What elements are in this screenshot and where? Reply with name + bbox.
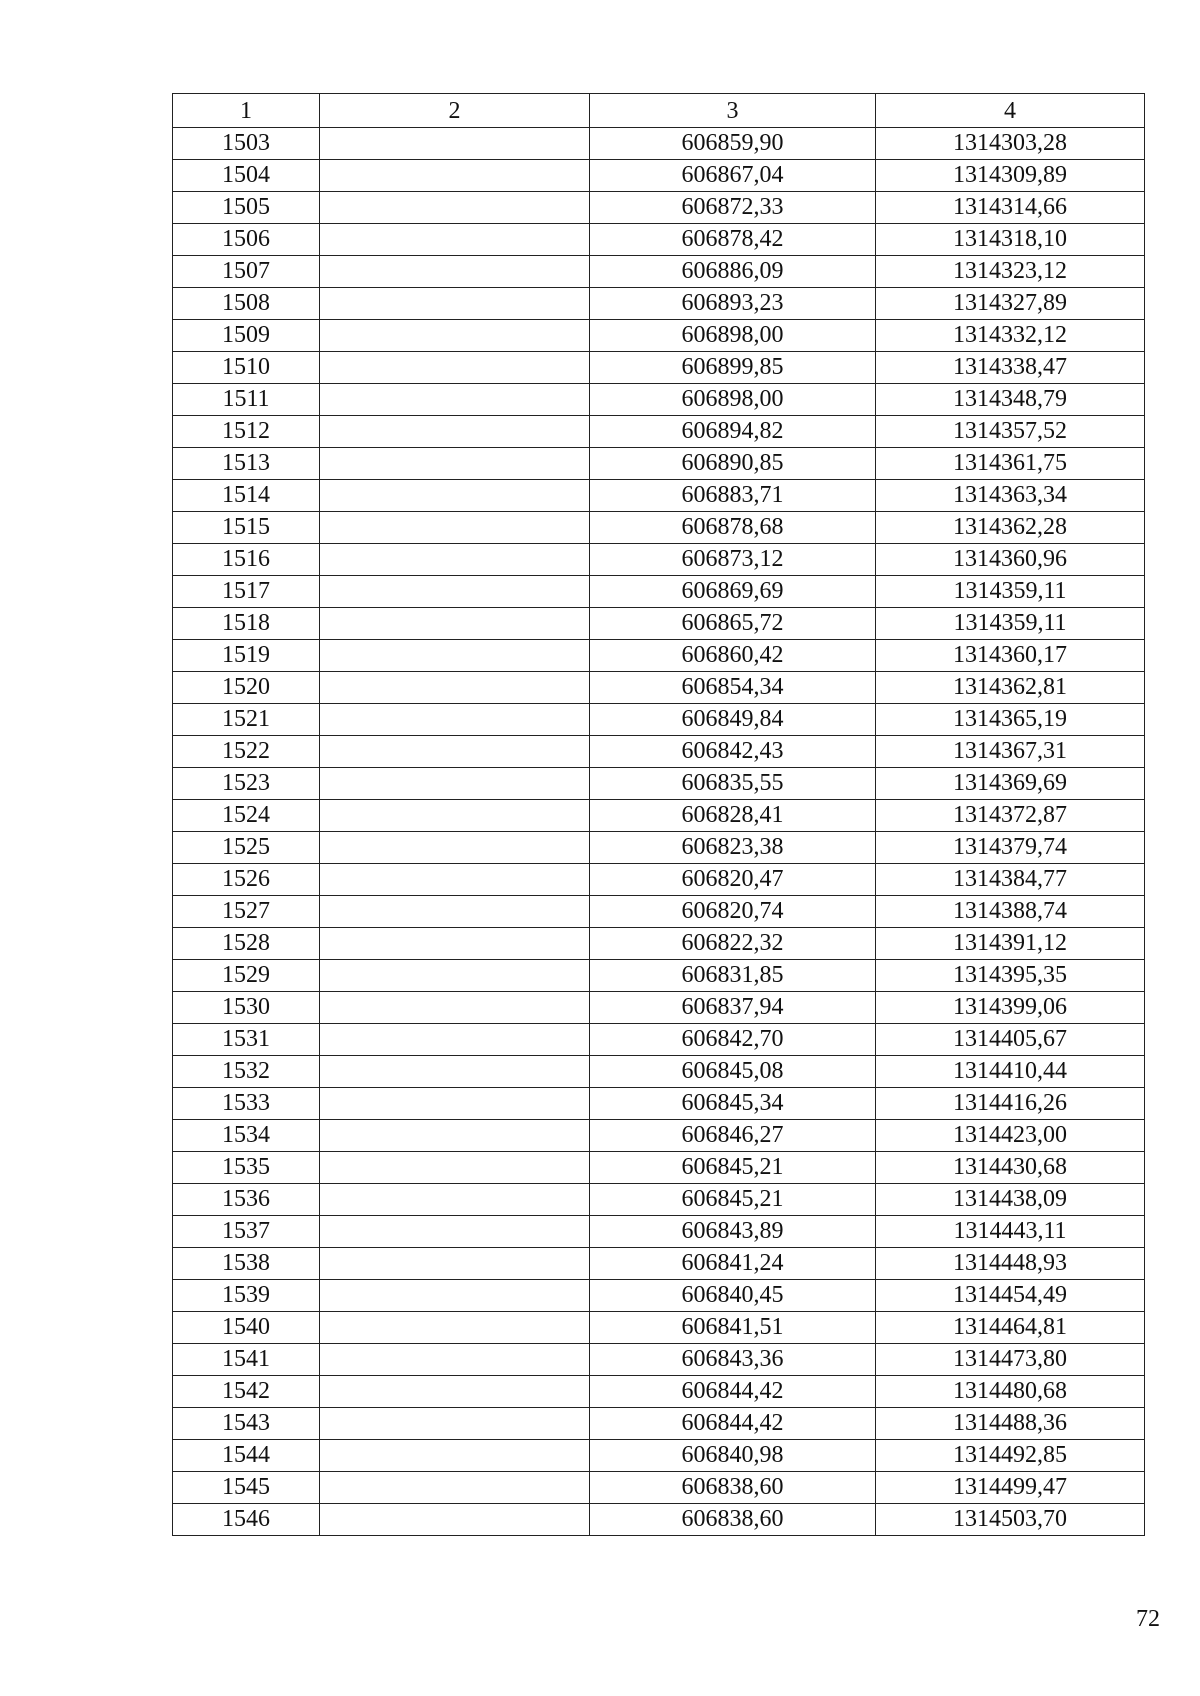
table-row xyxy=(173,288,1145,320)
table-row xyxy=(173,128,1145,160)
x-coordinate-cell: 606878,68 xyxy=(590,512,876,544)
x-coordinate-cell: 606859,90 xyxy=(590,128,876,160)
point-number-cell: 1518 xyxy=(173,608,320,640)
y-coordinate-cell: 1314410,44 xyxy=(876,1056,1145,1088)
y-coordinate-cell: 1314384,77 xyxy=(876,864,1145,896)
column-header-4: 4 xyxy=(876,94,1145,128)
x-coordinate-cell: 606840,98 xyxy=(590,1440,876,1472)
x-coordinate-cell: 606846,27 xyxy=(590,1120,876,1152)
y-coordinate-cell: 1314318,10 xyxy=(876,224,1145,256)
point-number-cell: 1519 xyxy=(173,640,320,672)
description-cell xyxy=(320,864,590,896)
table-row xyxy=(173,1504,1145,1536)
x-coordinate-cell: 606820,47 xyxy=(590,864,876,896)
x-coordinate-cell: 606837,94 xyxy=(590,992,876,1024)
x-coordinate-cell: 606822,32 xyxy=(590,928,876,960)
x-coordinate-cell: 606890,85 xyxy=(590,448,876,480)
table-header-row xyxy=(173,94,1145,128)
y-coordinate-cell: 1314492,85 xyxy=(876,1440,1145,1472)
point-number-cell: 1516 xyxy=(173,544,320,576)
description-cell xyxy=(320,576,590,608)
x-coordinate-cell: 606842,70 xyxy=(590,1024,876,1056)
description-cell xyxy=(320,480,590,512)
description-cell xyxy=(320,256,590,288)
y-coordinate-cell: 1314499,47 xyxy=(876,1472,1145,1504)
point-number-cell: 1520 xyxy=(173,672,320,704)
y-coordinate-cell: 1314405,67 xyxy=(876,1024,1145,1056)
y-coordinate-cell: 1314362,81 xyxy=(876,672,1145,704)
table-row xyxy=(173,608,1145,640)
description-cell xyxy=(320,640,590,672)
table-row xyxy=(173,960,1145,992)
y-coordinate-cell: 1314454,49 xyxy=(876,1280,1145,1312)
x-coordinate-cell: 606841,24 xyxy=(590,1248,876,1280)
point-number-cell: 1528 xyxy=(173,928,320,960)
x-coordinate-cell: 606854,34 xyxy=(590,672,876,704)
x-coordinate-cell: 606894,82 xyxy=(590,416,876,448)
description-cell xyxy=(320,416,590,448)
point-number-cell: 1507 xyxy=(173,256,320,288)
table-row xyxy=(173,704,1145,736)
table-row xyxy=(173,640,1145,672)
x-coordinate-cell: 606898,00 xyxy=(590,384,876,416)
y-coordinate-cell: 1314399,06 xyxy=(876,992,1145,1024)
y-coordinate-cell: 1314379,74 xyxy=(876,832,1145,864)
description-cell xyxy=(320,448,590,480)
y-coordinate-cell: 1314443,11 xyxy=(876,1216,1145,1248)
description-cell xyxy=(320,1056,590,1088)
y-coordinate-cell: 1314488,36 xyxy=(876,1408,1145,1440)
table-row xyxy=(173,320,1145,352)
table-row xyxy=(173,448,1145,480)
x-coordinate-cell: 606899,85 xyxy=(590,352,876,384)
table-row xyxy=(173,1088,1145,1120)
description-cell xyxy=(320,1088,590,1120)
x-coordinate-cell: 606865,72 xyxy=(590,608,876,640)
description-cell xyxy=(320,1312,590,1344)
point-number-cell: 1535 xyxy=(173,1152,320,1184)
table-row xyxy=(173,1312,1145,1344)
y-coordinate-cell: 1314338,47 xyxy=(876,352,1145,384)
point-number-cell: 1517 xyxy=(173,576,320,608)
y-coordinate-cell: 1314365,19 xyxy=(876,704,1145,736)
table-row xyxy=(173,736,1145,768)
description-cell xyxy=(320,512,590,544)
x-coordinate-cell: 606831,85 xyxy=(590,960,876,992)
x-coordinate-cell: 606845,21 xyxy=(590,1184,876,1216)
description-cell xyxy=(320,384,590,416)
table-row xyxy=(173,160,1145,192)
y-coordinate-cell: 1314332,12 xyxy=(876,320,1145,352)
table-row xyxy=(173,832,1145,864)
table-row xyxy=(173,512,1145,544)
point-number-cell: 1536 xyxy=(173,1184,320,1216)
table-row xyxy=(173,1216,1145,1248)
x-coordinate-cell: 606844,42 xyxy=(590,1408,876,1440)
y-coordinate-cell: 1314361,75 xyxy=(876,448,1145,480)
y-coordinate-cell: 1314430,68 xyxy=(876,1152,1145,1184)
point-number-cell: 1509 xyxy=(173,320,320,352)
x-coordinate-cell: 606845,08 xyxy=(590,1056,876,1088)
x-coordinate-cell: 606873,12 xyxy=(590,544,876,576)
x-coordinate-cell: 606843,36 xyxy=(590,1344,876,1376)
description-cell xyxy=(320,1408,590,1440)
point-number-cell: 1537 xyxy=(173,1216,320,1248)
x-coordinate-cell: 606883,71 xyxy=(590,480,876,512)
point-number-cell: 1526 xyxy=(173,864,320,896)
point-number-cell: 1512 xyxy=(173,416,320,448)
y-coordinate-cell: 1314360,96 xyxy=(876,544,1145,576)
point-number-cell: 1508 xyxy=(173,288,320,320)
description-cell xyxy=(320,224,590,256)
x-coordinate-cell: 606843,89 xyxy=(590,1216,876,1248)
point-number-cell: 1529 xyxy=(173,960,320,992)
description-cell xyxy=(320,1280,590,1312)
y-coordinate-cell: 1314372,87 xyxy=(876,800,1145,832)
point-number-cell: 1541 xyxy=(173,1344,320,1376)
description-cell xyxy=(320,992,590,1024)
y-coordinate-cell: 1314416,26 xyxy=(876,1088,1145,1120)
table-row xyxy=(173,1056,1145,1088)
y-coordinate-cell: 1314438,09 xyxy=(876,1184,1145,1216)
point-number-cell: 1533 xyxy=(173,1088,320,1120)
table-row xyxy=(173,416,1145,448)
point-number-cell: 1515 xyxy=(173,512,320,544)
table-row xyxy=(173,1184,1145,1216)
y-coordinate-cell: 1314448,93 xyxy=(876,1248,1145,1280)
point-number-cell: 1544 xyxy=(173,1440,320,1472)
point-number-cell: 1503 xyxy=(173,128,320,160)
table-row xyxy=(173,1344,1145,1376)
description-cell xyxy=(320,160,590,192)
table-row xyxy=(173,928,1145,960)
x-coordinate-cell: 606869,69 xyxy=(590,576,876,608)
description-cell xyxy=(320,800,590,832)
description-cell xyxy=(320,128,590,160)
x-coordinate-cell: 606844,42 xyxy=(590,1376,876,1408)
x-coordinate-cell: 606845,34 xyxy=(590,1088,876,1120)
description-cell xyxy=(320,1472,590,1504)
description-cell xyxy=(320,1216,590,1248)
x-coordinate-cell: 606886,09 xyxy=(590,256,876,288)
x-coordinate-cell: 606820,74 xyxy=(590,896,876,928)
table-row xyxy=(173,256,1145,288)
y-coordinate-cell: 1314480,68 xyxy=(876,1376,1145,1408)
point-number-cell: 1524 xyxy=(173,800,320,832)
point-number-cell: 1540 xyxy=(173,1312,320,1344)
description-cell xyxy=(320,608,590,640)
point-number-cell: 1531 xyxy=(173,1024,320,1056)
point-number-cell: 1546 xyxy=(173,1504,320,1536)
y-coordinate-cell: 1314359,11 xyxy=(876,576,1145,608)
point-number-cell: 1510 xyxy=(173,352,320,384)
description-cell xyxy=(320,1344,590,1376)
table-body xyxy=(173,128,1145,1536)
description-cell xyxy=(320,960,590,992)
table-row xyxy=(173,224,1145,256)
point-number-cell: 1506 xyxy=(173,224,320,256)
y-coordinate-cell: 1314369,69 xyxy=(876,768,1145,800)
description-cell xyxy=(320,672,590,704)
column-header-1: 1 xyxy=(173,94,320,128)
column-header-2: 2 xyxy=(320,94,590,128)
table-row xyxy=(173,992,1145,1024)
x-coordinate-cell: 606845,21 xyxy=(590,1152,876,1184)
point-number-cell: 1525 xyxy=(173,832,320,864)
table-row xyxy=(173,576,1145,608)
point-number-cell: 1545 xyxy=(173,1472,320,1504)
y-coordinate-cell: 1314309,89 xyxy=(876,160,1145,192)
description-cell xyxy=(320,288,590,320)
y-coordinate-cell: 1314395,35 xyxy=(876,960,1145,992)
coordinates-table xyxy=(172,93,1145,1536)
description-cell xyxy=(320,1024,590,1056)
table-row xyxy=(173,1376,1145,1408)
x-coordinate-cell: 606849,84 xyxy=(590,704,876,736)
x-coordinate-cell: 606898,00 xyxy=(590,320,876,352)
table-row xyxy=(173,384,1145,416)
x-coordinate-cell: 606835,55 xyxy=(590,768,876,800)
table-row xyxy=(173,544,1145,576)
y-coordinate-cell: 1314388,74 xyxy=(876,896,1145,928)
point-number-cell: 1543 xyxy=(173,1408,320,1440)
description-cell xyxy=(320,1184,590,1216)
x-coordinate-cell: 606838,60 xyxy=(590,1472,876,1504)
table-row xyxy=(173,1280,1145,1312)
y-coordinate-cell: 1314314,66 xyxy=(876,192,1145,224)
description-cell xyxy=(320,1504,590,1536)
description-cell xyxy=(320,928,590,960)
point-number-cell: 1538 xyxy=(173,1248,320,1280)
y-coordinate-cell: 1314503,70 xyxy=(876,1504,1145,1536)
page-number: 72 xyxy=(1136,1606,1160,1632)
description-cell xyxy=(320,192,590,224)
point-number-cell: 1505 xyxy=(173,192,320,224)
y-coordinate-cell: 1314357,52 xyxy=(876,416,1145,448)
x-coordinate-cell: 606841,51 xyxy=(590,1312,876,1344)
description-cell xyxy=(320,1376,590,1408)
point-number-cell: 1522 xyxy=(173,736,320,768)
x-coordinate-cell: 606842,43 xyxy=(590,736,876,768)
x-coordinate-cell: 606840,45 xyxy=(590,1280,876,1312)
point-number-cell: 1521 xyxy=(173,704,320,736)
x-coordinate-cell: 606838,60 xyxy=(590,1504,876,1536)
point-number-cell: 1527 xyxy=(173,896,320,928)
y-coordinate-cell: 1314362,28 xyxy=(876,512,1145,544)
point-number-cell: 1530 xyxy=(173,992,320,1024)
y-coordinate-cell: 1314473,80 xyxy=(876,1344,1145,1376)
y-coordinate-cell: 1314464,81 xyxy=(876,1312,1145,1344)
table-row xyxy=(173,800,1145,832)
table-row xyxy=(173,1248,1145,1280)
x-coordinate-cell: 606872,33 xyxy=(590,192,876,224)
x-coordinate-cell: 606828,41 xyxy=(590,800,876,832)
description-cell xyxy=(320,896,590,928)
description-cell xyxy=(320,320,590,352)
table-row xyxy=(173,352,1145,384)
table-row xyxy=(173,896,1145,928)
description-cell xyxy=(320,1152,590,1184)
description-cell xyxy=(320,544,590,576)
table-row xyxy=(173,1440,1145,1472)
table-row xyxy=(173,480,1145,512)
y-coordinate-cell: 1314303,28 xyxy=(876,128,1145,160)
point-number-cell: 1539 xyxy=(173,1280,320,1312)
description-cell xyxy=(320,352,590,384)
table-row xyxy=(173,864,1145,896)
table-row xyxy=(173,1472,1145,1504)
y-coordinate-cell: 1314423,00 xyxy=(876,1120,1145,1152)
x-coordinate-cell: 606878,42 xyxy=(590,224,876,256)
point-number-cell: 1513 xyxy=(173,448,320,480)
point-number-cell: 1523 xyxy=(173,768,320,800)
y-coordinate-cell: 1314359,11 xyxy=(876,608,1145,640)
point-number-cell: 1504 xyxy=(173,160,320,192)
y-coordinate-cell: 1314348,79 xyxy=(876,384,1145,416)
x-coordinate-cell: 606823,38 xyxy=(590,832,876,864)
description-cell xyxy=(320,704,590,736)
point-number-cell: 1534 xyxy=(173,1120,320,1152)
description-cell xyxy=(320,1440,590,1472)
description-cell xyxy=(320,1248,590,1280)
x-coordinate-cell: 606893,23 xyxy=(590,288,876,320)
description-cell xyxy=(320,736,590,768)
table-row xyxy=(173,768,1145,800)
x-coordinate-cell: 606860,42 xyxy=(590,640,876,672)
table-row xyxy=(173,1120,1145,1152)
y-coordinate-cell: 1314360,17 xyxy=(876,640,1145,672)
table-row xyxy=(173,672,1145,704)
point-number-cell: 1532 xyxy=(173,1056,320,1088)
y-coordinate-cell: 1314391,12 xyxy=(876,928,1145,960)
column-header-3: 3 xyxy=(590,94,876,128)
x-coordinate-cell: 606867,04 xyxy=(590,160,876,192)
table-row xyxy=(173,1024,1145,1056)
table-row xyxy=(173,192,1145,224)
description-cell xyxy=(320,832,590,864)
y-coordinate-cell: 1314323,12 xyxy=(876,256,1145,288)
point-number-cell: 1511 xyxy=(173,384,320,416)
y-coordinate-cell: 1314367,31 xyxy=(876,736,1145,768)
point-number-cell: 1542 xyxy=(173,1376,320,1408)
description-cell xyxy=(320,768,590,800)
table-row xyxy=(173,1152,1145,1184)
point-number-cell: 1514 xyxy=(173,480,320,512)
description-cell xyxy=(320,1120,590,1152)
table-row xyxy=(173,1408,1145,1440)
y-coordinate-cell: 1314363,34 xyxy=(876,480,1145,512)
y-coordinate-cell: 1314327,89 xyxy=(876,288,1145,320)
